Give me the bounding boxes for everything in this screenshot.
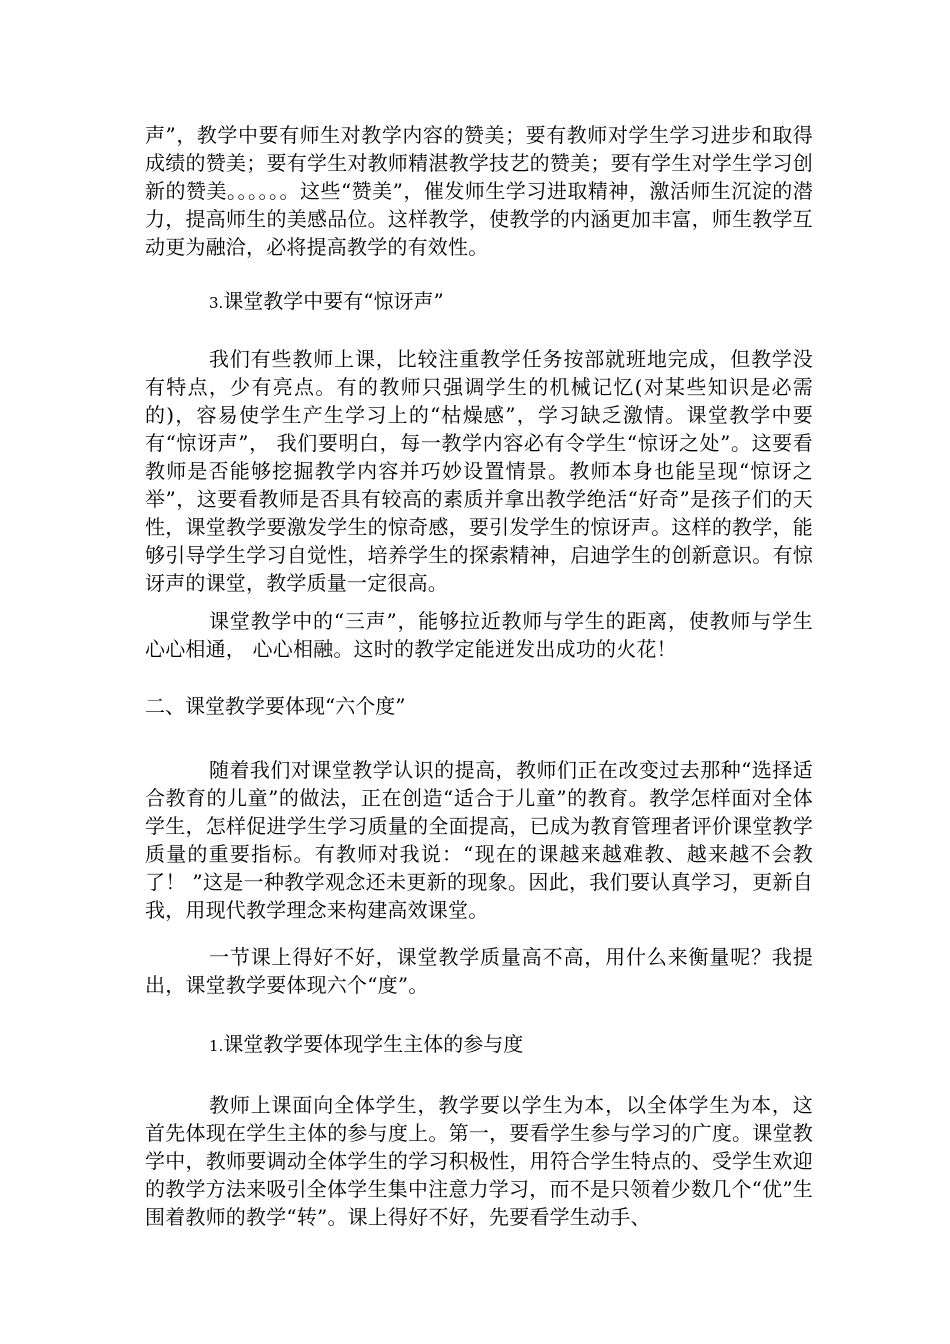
subheading-text: 课堂教学要体现学生主体的参与度 (223, 1032, 524, 1056)
paragraph-surprise-voice (145, 345, 813, 597)
paragraph-text: 课堂教学中的“三声”，能够拉近教师与学生的距离，使教师与学生心心相通， 心心相融。这时的教学定能迸发出成功的火花！ (145, 609, 813, 661)
paragraph-text: 教师上课面向全体学生，教学要以学生为本，以全体学生为本，这首先体现在学生主体的参与度上。第一，要看学生参与学习的广度。课堂教学中，教师要调动全体学生的学习积极性，用符合学生特点的、受学生欢迎的教学方法来吸引全体学生集中注意力学习，而不是只领着少数几个“优”生围着教师的教学“转”。课上得好不好，先要看学生动手、 (145, 1093, 813, 1229)
subheading-number: 3. (209, 294, 224, 312)
paragraph-text: 我们有些教师上课，比较注重教学任务按部就班地完成，但教学没有特点，少有亮点。有的教师只强调学生的机械记忆(对某些知识是必需的)，容易使学生产生学习上的“枯燥感”，学习缺乏激情。课堂教学中要有“惊讶声”， 我们要明白，每一教学内容必有令学生“惊讶之处”。这要看教师是否能够挖掘教学内容并巧妙设置情景。教师本身也能呈现“惊讶之举”，这要看教师是否具有较高的素质并拿出教学绝活“好奇”是孩子们的天性，课堂教学要激发学生的惊奇感，要引发学生的惊讶声。这样的教学，能够引导学生学习自觉性，培养学生的探索精神，启迪学生的创新意识。有惊讶声的课堂，教学质量一定很高。 (145, 347, 813, 595)
subheading-participation (145, 1030, 813, 1060)
paragraph-participation (145, 1091, 813, 1231)
paragraph-text: 一节课上得好不好，课堂教学质量高不高，用什么来衡量呢？我提出，课堂教学要体现六个“度”。 (145, 945, 813, 997)
paragraph-three-voices (145, 607, 813, 663)
subheading-number: 1. (209, 1037, 224, 1055)
paragraph-six-degrees-intro (145, 943, 813, 999)
paragraph-text: 声”，教学中要有师生对教学内容的赞美；要有教师对学生学习进步和取得成绩的赞美；要有学生对教师精湛教学技艺的赞美；要有学生对学生学习创新的赞美。。。。。。这些“赞美”，催发师生学习进取精神，激活师生沉淀的潜力，提高师生的美感品位。这样教学，使教学的内涵更加丰富，师生教学互动更为融洽，必将提高教学的有效性。 (145, 123, 813, 259)
paragraph-text: 随着我们对课堂教学认识的提高，教师们正在改变过去那种“选择适合教育的儿童”的做法，正在创造“适合于儿童”的教育。教学怎样面对全体学生，怎样促进学生学习质量的全面提高，已成为教育管理者评价课堂教学质量的重要指标。有教师对我说：“现在的课越来越难教、越来越不会教了！ ”这是一种教学观念还未更新的现象。因此，我们要认真学习，更新自我，用现代教学理念来构建高效课堂。 (145, 758, 813, 922)
subheading-surprise-voice (145, 287, 813, 317)
subheading-text: 课堂教学中要有“惊讶声” (223, 289, 444, 313)
paragraph-praise-continued (145, 121, 813, 261)
section-heading-text: 二、课堂教学要体现“六个度” (145, 694, 406, 718)
section-heading-six-degrees (145, 692, 813, 720)
paragraph-teaching-change (145, 756, 813, 924)
